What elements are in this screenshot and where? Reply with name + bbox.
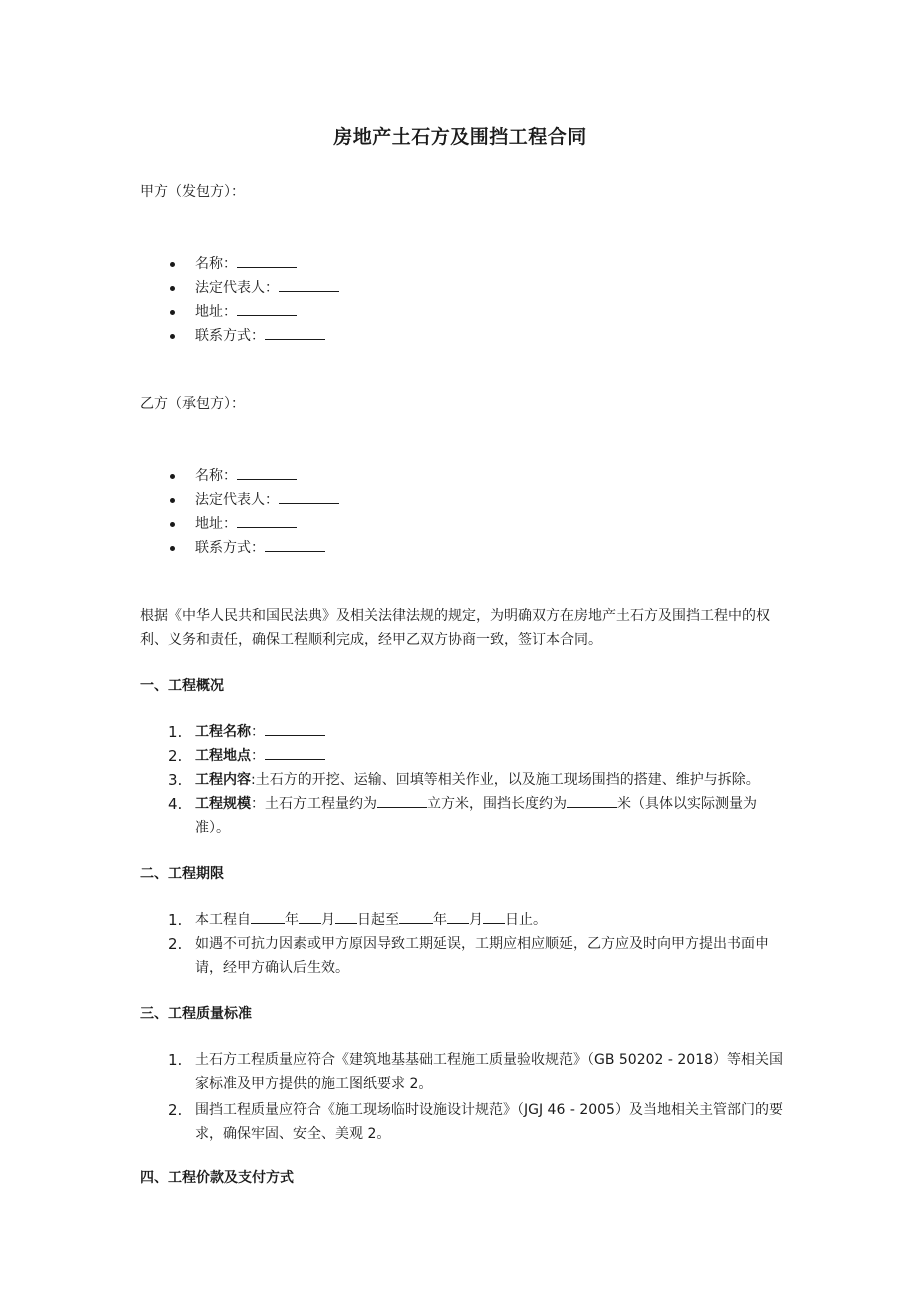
blank-line — [265, 720, 325, 736]
bullet-icon — [170, 498, 175, 503]
list-item: 3. 工程内容:土石方的开挖、运输、回填等相关作业，以及施工现场围挡的搭建、维护与拆除。 — [168, 771, 760, 789]
preamble-paragraph: 根据《中华人民共和国民法典》及相关法律法规的规定，为明确双方在房地产土石方及围挡工程中的权利、义务和责任，确保工程顺利完成，经甲乙双方协商一致，签订本合同。 — [140, 608, 770, 648]
section-2-list — [140, 908, 790, 980]
bullet-icon — [170, 286, 175, 291]
blank-line — [279, 488, 339, 504]
list-item: 2. 如遇不可抗力因素或甲方原因导致工期延误，工期应相应顺延，乙方应及时向甲方提出书面申请，经甲方确认后生效。 — [168, 935, 769, 976]
party-a-representative: 法定代表人： — [140, 276, 339, 300]
party-a-label: 甲方（发包方）： — [140, 184, 245, 200]
blank-line — [279, 276, 339, 292]
section-1-heading: 一、工程概况 — [140, 678, 224, 694]
party-a-contact: 联系方式： — [140, 324, 339, 348]
party-b-fields — [140, 464, 339, 560]
list-item: 4. 工程规模：土石方工程量约为 立方米，围挡长度约为 米（具体以实际测量为准）。 — [140, 792, 790, 840]
section-4-heading: 四、工程价款及支付方式 — [140, 1170, 294, 1186]
bullet-icon — [170, 262, 175, 267]
party-b-contact: 联系方式： — [140, 536, 339, 560]
party-b-representative: 法定代表人： — [140, 488, 339, 512]
list-item: 1. 工程名称： — [140, 720, 790, 744]
bullet-icon — [170, 474, 175, 479]
blank-line — [483, 908, 505, 924]
list-item: 1. 土石方工程质量应符合《建筑地基基础工程施工质量验收规范》（GB 50202 - 2018）等相关国家标准及甲方提供的施工图纸要求 2。 — [168, 1051, 784, 1092]
blank-line — [237, 252, 297, 268]
party-b-address: 地址： — [140, 512, 339, 536]
party-a-address: 地址： — [140, 300, 339, 324]
section-3-heading: 三、工程质量标准 — [140, 1006, 252, 1022]
section-2-heading: 二、工程期限 — [140, 866, 224, 882]
bullet-icon — [170, 310, 175, 315]
blank-line — [335, 908, 357, 924]
blank-line — [399, 908, 433, 924]
blank-line — [265, 324, 325, 340]
blank-line — [251, 908, 285, 924]
blank-line — [447, 908, 469, 924]
blank-line — [265, 536, 325, 552]
list-item: 2. 工程地点： — [140, 744, 790, 768]
party-a-fields — [140, 252, 339, 348]
party-b-label: 乙方（承包方）： — [140, 396, 245, 412]
blank-line — [567, 792, 617, 808]
bullet-icon — [170, 546, 175, 551]
section-1-list — [140, 720, 790, 840]
bullet-icon — [170, 334, 175, 339]
blank-line — [377, 792, 427, 808]
blank-line — [299, 908, 321, 924]
party-b-name: 名称： — [140, 464, 339, 488]
list-item: 2. 围挡工程质量应符合《施工现场临时设施设计规范》（JGJ 46 - 2005）及当地相关主管部门的要求，确保牢固、安全、美观 2。 — [168, 1101, 783, 1142]
party-a-name: 名称： — [140, 252, 339, 276]
blank-line — [237, 300, 297, 316]
section-3-list — [140, 1048, 790, 1146]
blank-line — [237, 464, 297, 480]
bullet-icon — [170, 522, 175, 527]
blank-line — [237, 512, 297, 528]
document-title: 房地产土石方及围挡工程合同 — [333, 126, 587, 148]
list-item: 1. 本工程自 年 月 日起至 年 月 日止。 — [140, 908, 790, 932]
blank-line — [265, 744, 325, 760]
